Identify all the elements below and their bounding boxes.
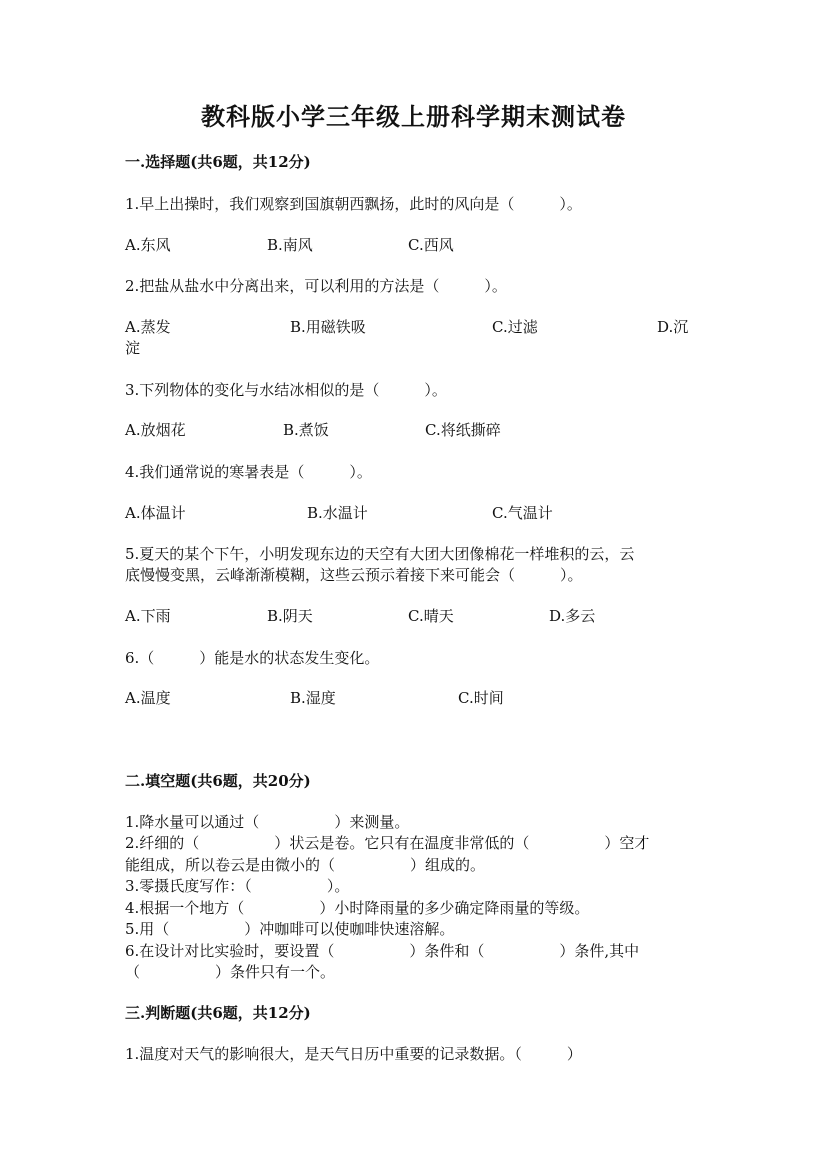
fill-line: 1.降水量可以通过（ ）来测量。: [125, 813, 410, 831]
option-c: C.过滤: [492, 318, 538, 336]
option-a: A.体温计: [125, 504, 186, 522]
option-d: D.沉: [657, 318, 689, 336]
question-text: 2.把盐从盐水中分离出来，可以利用的方法是（ ）。: [125, 277, 507, 295]
section-heading-multiple-choice: 一.选择题(共6题，共12分): [125, 153, 311, 171]
option-c: C.气温计: [492, 504, 553, 522]
option-a: A.温度: [125, 689, 171, 707]
option-c: C.将纸撕碎: [425, 421, 501, 439]
option-b: B.南风: [267, 236, 313, 254]
option-c: C.时间: [458, 689, 504, 707]
page-title: 教科版小学三年级上册科学期末测试卷: [201, 102, 626, 131]
option-c: C.晴天: [408, 607, 454, 625]
fill-line: 2.纤细的（ ）状云是卷。它只有在温度非常低的（ ）空才: [125, 834, 650, 852]
option-c: C.西风: [408, 236, 454, 254]
option-d-continuation: 淀: [125, 339, 141, 357]
question-text: 6.（ ）能是水的状态发生变化。: [125, 649, 380, 667]
fill-line: 4.根据一个地方（ ）小时降雨量的多少确定降雨量的等级。: [125, 899, 590, 917]
fill-line: 6.在设计对比实验时，要设置（ ）条件和（ ）条件,其中: [125, 942, 640, 960]
option-b: B.水温计: [307, 504, 368, 522]
question-text-continuation: 底慢慢变黑，云峰渐渐模糊，这些云预示着接下来可能会（ ）。: [125, 566, 583, 584]
option-a: A.下雨: [125, 607, 171, 625]
option-b: B.阴天: [267, 607, 313, 625]
section-heading-true-false: 三.判断题(共6题，共12分): [125, 1004, 311, 1022]
section-heading-fill-in: 二.填空题(共6题，共20分): [125, 772, 311, 790]
option-b: B.用磁铁吸: [290, 318, 366, 336]
option-d: D.多云: [549, 607, 596, 625]
question-text: 4.我们通常说的寒暑表是（ ）。: [125, 463, 372, 481]
option-b: B.煮饭: [283, 421, 329, 439]
question-text: 5.夏天的某个下午，小明发现东边的天空有大团大团像棉花一样堆积的云，云: [125, 545, 635, 563]
option-a: A.放烟花: [125, 421, 186, 439]
question-text: 1.早上出操时，我们观察到国旗朝西飘扬，此时的风向是（ ）。: [125, 195, 582, 213]
option-b: B.湿度: [290, 689, 336, 707]
option-a: A.东风: [125, 236, 171, 254]
question-text: 3.下列物体的变化与水结冰相似的是（ ）。: [125, 381, 447, 399]
fill-line: 3.零摄氏度写作：（ ）。: [125, 877, 350, 895]
question-text: 1.温度对天气的影响很大，是天气日历中重要的记录数据。（ ）: [125, 1045, 582, 1063]
fill-line: 5.用（ ）冲咖啡可以使咖啡快速溶解。: [125, 920, 455, 938]
fill-line: 能组成，所以卷云是由微小的（ ）组成的。: [125, 856, 486, 874]
fill-line: （ ）条件只有一个。: [125, 963, 336, 981]
option-a: A.蒸发: [125, 318, 171, 336]
